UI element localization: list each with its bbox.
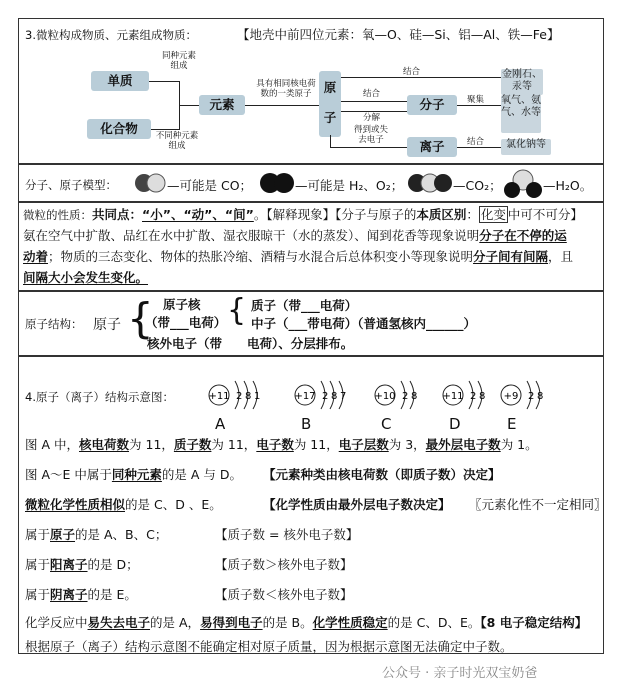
text: 的是 A， bbox=[150, 615, 201, 630]
text: 为 11， bbox=[293, 437, 339, 452]
shell-count: 8 bbox=[537, 391, 544, 402]
example-diamond: 金刚石、汞等 bbox=[501, 69, 543, 95]
props-line-2 bbox=[23, 227, 599, 245]
colon: ： bbox=[466, 207, 479, 222]
box-lizi: 离子 bbox=[407, 137, 457, 157]
section-properties bbox=[18, 202, 604, 291]
model-text-h2o: —H₂O。 bbox=[543, 178, 593, 193]
element-kind-note: 【元素种类由核电荷数（即质子数）决定】 bbox=[263, 467, 501, 482]
line bbox=[341, 77, 501, 78]
line bbox=[330, 135, 331, 147]
row-anion bbox=[25, 585, 137, 603]
proton-count: 质子数 bbox=[173, 437, 212, 452]
row-chem-similar bbox=[25, 495, 222, 513]
neutron-text: 中子（___带电荷）（普通氢核内______） bbox=[251, 316, 477, 331]
model-text-co2: —CO₂； bbox=[453, 178, 502, 193]
atom-root: 原子 bbox=[93, 317, 121, 333]
section-3-title: 3.微粒构成物质、元素组成物质： bbox=[25, 28, 197, 42]
text: 属于 bbox=[25, 557, 51, 572]
nucleus-charge: （带___电荷） bbox=[145, 315, 227, 330]
text: 为 11， bbox=[129, 437, 174, 452]
text: 为 3， bbox=[388, 437, 426, 452]
text: 图 A～E 中属于 bbox=[25, 467, 112, 482]
row-reaction bbox=[25, 613, 587, 631]
text: 化学反应中 bbox=[25, 615, 88, 630]
nuclear-charge: 核电荷数 bbox=[79, 437, 130, 452]
stable: 化学性质稳定 bbox=[312, 615, 388, 630]
atom-letter: B bbox=[301, 415, 312, 433]
box-huahewu: 化合物 bbox=[87, 119, 151, 139]
electron-count: 电子数 bbox=[256, 437, 294, 452]
text: 图 A 中， bbox=[25, 437, 79, 452]
row-conclusion: 根据原子（离子）结构示意图不能确定相对原子质量，因为根据示意图无法确定中子数。 bbox=[25, 639, 513, 654]
nucleus-label: 原子核 bbox=[163, 297, 201, 312]
molecules-move: 分子在不停的运 bbox=[479, 228, 567, 243]
common-points: “小”、“动”、“间” bbox=[142, 207, 254, 222]
brace-right: { bbox=[227, 293, 247, 328]
row-cation bbox=[25, 555, 139, 573]
nucleus-charge: +11 bbox=[442, 391, 464, 402]
box-fenzi: 分子 bbox=[407, 95, 457, 115]
atom-letter: C bbox=[381, 415, 392, 433]
electrons-text: 核外电子（带 电荷）、分层排布。 bbox=[147, 336, 354, 351]
chem-note-2: 〖元素化性不一定相同〗 bbox=[469, 497, 607, 512]
atom-word: 原子 bbox=[50, 527, 76, 542]
box-yuanzi: 原子 bbox=[319, 71, 341, 137]
anion-rule: 【质子数＜核外电子数】 bbox=[215, 587, 353, 602]
atom-letter: E bbox=[507, 415, 517, 433]
box-danzhi: 单质 bbox=[91, 71, 149, 91]
and-text: ，且 bbox=[548, 249, 574, 264]
box-yuansu: 元素 bbox=[199, 95, 245, 115]
nucleus-charge: +10 bbox=[374, 391, 396, 402]
line bbox=[149, 81, 179, 82]
diffusion-text: 氨在空气中扩散、品红在水中扩散、湿衣服晾干（水的蒸发）、闻到花香等现象说明 bbox=[23, 228, 480, 243]
shell-count: 8 bbox=[411, 391, 418, 402]
cation-word: 阳离子 bbox=[50, 557, 88, 572]
co2-model-icon bbox=[407, 172, 453, 194]
line bbox=[179, 105, 199, 106]
crust-elements-note: 【地壳中前四位元素：氧—O、硅—Si、铝—Al、铁—Fe】 bbox=[237, 27, 560, 42]
text: 的是 B。 bbox=[262, 615, 313, 630]
co-model-icon bbox=[133, 172, 167, 194]
section-structure-diagrams bbox=[18, 356, 607, 654]
line bbox=[341, 111, 407, 112]
cation-rule: 【质子数＞核外电子数】 bbox=[215, 557, 353, 572]
atom-diagram-a bbox=[205, 375, 275, 415]
same-element: 同种元素 bbox=[111, 467, 162, 482]
example-oxygen: 氧气、氨气、水等 bbox=[501, 95, 541, 133]
brace-left: { bbox=[127, 294, 154, 343]
atom-diagram-e bbox=[497, 375, 567, 415]
proton-text: 质子（带___电荷） bbox=[251, 298, 358, 313]
label-gain-lose-electrons: 得到或失去电子 bbox=[353, 125, 388, 145]
shell-count: 2 bbox=[528, 391, 535, 402]
stable-structure: 【8 电子稳定结构】 bbox=[480, 615, 588, 630]
text: 的是 D； bbox=[87, 557, 139, 572]
atom-diagram-c bbox=[371, 375, 441, 415]
lose-electrons: 易失去电子 bbox=[87, 615, 151, 630]
divisible-text: 中可不可分】 bbox=[507, 207, 583, 222]
structure-label: 原子结构： bbox=[25, 317, 83, 331]
explain-text: 。【解释现象】【分子与原子的 bbox=[253, 207, 417, 222]
models-label: 分子、原子模型： bbox=[25, 178, 117, 192]
shell-count: 8 bbox=[479, 391, 486, 402]
label-combine-2: 结合 bbox=[363, 89, 381, 99]
shell-count: 2 bbox=[236, 391, 243, 402]
footer-wechat-label: 公众号 · 亲子时光双宝奶爸 bbox=[382, 666, 538, 681]
shell-count: 1 bbox=[254, 391, 261, 402]
common-label: 共同点： bbox=[92, 207, 143, 222]
row-atom-a bbox=[25, 435, 538, 453]
section-particles-elements bbox=[18, 18, 604, 164]
atom-letter: D bbox=[449, 415, 461, 433]
text: 的是 C、D 、E。 bbox=[125, 497, 222, 512]
shell-count: 8 bbox=[245, 391, 252, 402]
line bbox=[457, 147, 501, 148]
boxed-text: 化变 bbox=[480, 207, 506, 222]
props-line-4 bbox=[23, 269, 599, 287]
line bbox=[330, 147, 407, 148]
text: 的是 A、B、C； bbox=[75, 527, 168, 542]
example-nacl: 氯化钠等 bbox=[501, 139, 551, 155]
h2o-model-icon bbox=[503, 166, 543, 200]
atom-rule: 【质子数 = 核外电子数】 bbox=[215, 527, 359, 542]
label-same-charge: 具有相同核电荷数的一类原子 bbox=[256, 79, 316, 99]
text: 为 11， bbox=[211, 437, 257, 452]
line bbox=[341, 101, 407, 102]
shell-count: 8 bbox=[331, 391, 338, 402]
atom-diagram-b bbox=[291, 375, 361, 415]
line bbox=[457, 105, 501, 106]
model-text-co: —可能是 CO； bbox=[167, 178, 253, 193]
chem-similar: 微粒化学性质相似 bbox=[25, 497, 126, 512]
row-same-element bbox=[25, 465, 242, 483]
h2-model-icon bbox=[259, 172, 295, 194]
nucleus-charge: +11 bbox=[208, 391, 230, 402]
shell-count: 2 bbox=[322, 391, 329, 402]
anion-word: 阴离子 bbox=[50, 587, 88, 602]
section-4-title: 4.原子（离子）结构示意图： bbox=[25, 390, 174, 404]
text: 的是 A 与 D。 bbox=[161, 467, 243, 482]
label-combine-3: 结合 bbox=[467, 137, 485, 147]
nucleus-charge: +9 bbox=[503, 391, 519, 402]
chem-property-note: 【化学性质由最外层电子数决定】 bbox=[263, 497, 451, 512]
line bbox=[245, 105, 319, 106]
shell-count: 2 bbox=[402, 391, 409, 402]
molecules-gap: 分子间有间隔 bbox=[473, 249, 549, 264]
concept-diagram bbox=[75, 49, 575, 161]
props-line-3 bbox=[23, 248, 599, 266]
gap-changes: 间隔大小会发生变化。 bbox=[23, 270, 149, 285]
atom-letter: A bbox=[215, 415, 226, 433]
props-line-1 bbox=[23, 206, 599, 224]
gain-electrons: 易得到电子 bbox=[200, 615, 263, 630]
text: 的是 E。 bbox=[87, 587, 137, 602]
model-text-h2: —可能是 H₂、O₂； bbox=[295, 178, 404, 193]
section-atom-structure bbox=[18, 291, 604, 356]
text: 属于 bbox=[25, 587, 51, 602]
text: 属于 bbox=[25, 527, 51, 542]
line bbox=[151, 129, 179, 130]
states-text: ；物质的三态变化、物体的热胀冷缩、酒精与水混合后总体积变小等现象说明 bbox=[48, 249, 474, 264]
label-same-element: 同种元素组成 bbox=[161, 51, 196, 71]
row-atoms bbox=[25, 525, 167, 543]
label-different-element: 不同种元素组成 bbox=[155, 131, 199, 151]
essential-diff: 本质区别 bbox=[416, 207, 467, 222]
outer-electrons: 最外层电子数 bbox=[425, 437, 501, 452]
nucleus-charge: +17 bbox=[294, 391, 316, 402]
label-combine-1: 结合 bbox=[403, 67, 421, 77]
label-decompose: 分解 bbox=[363, 113, 381, 123]
text: 的是 C、D、E。 bbox=[387, 615, 481, 630]
molecules-move-end: 动着 bbox=[23, 249, 49, 264]
label-aggregate: 聚集 bbox=[467, 95, 485, 105]
shell-count: 2 bbox=[470, 391, 477, 402]
props-label: 微粒的性质： bbox=[23, 208, 92, 222]
section-models bbox=[18, 164, 604, 202]
shell-count: 7 bbox=[340, 391, 347, 402]
shell-count: 电子层数 bbox=[338, 437, 389, 452]
text: 为 1。 bbox=[500, 437, 538, 452]
